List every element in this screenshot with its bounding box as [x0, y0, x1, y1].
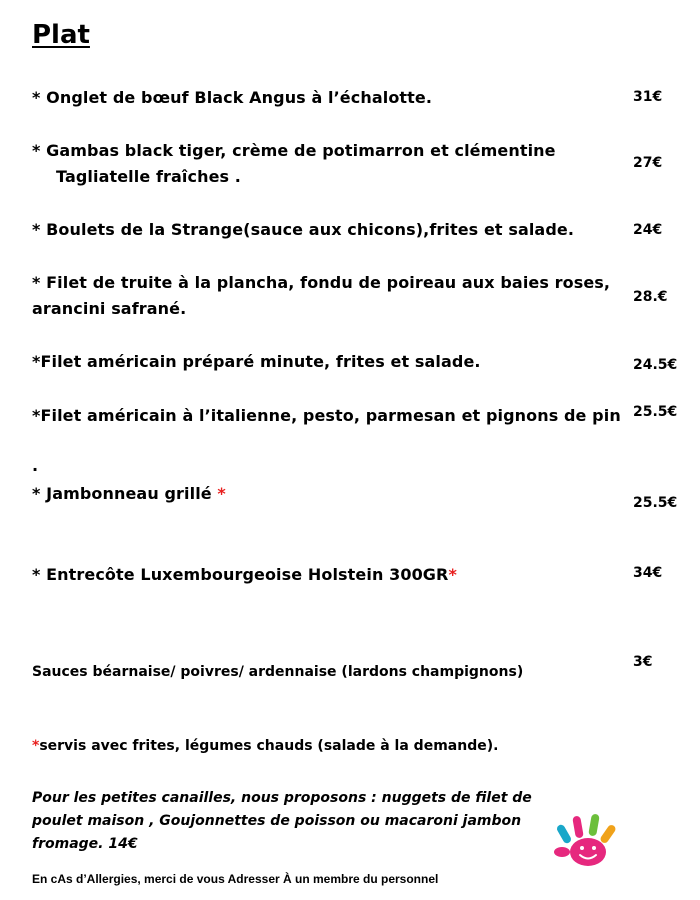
sauces-line: Sauces béarnaise/ poivres/ ardennaise (lardons champignons): [32, 664, 524, 680]
price-filet-italienne: 25.5€: [633, 404, 678, 420]
price-truite: 28.€: [633, 289, 668, 305]
menu-item-gambas-line2: Tagliatelle fraîches .: [56, 167, 241, 186]
price-filet-minute: 24.5€: [633, 357, 678, 373]
menu-item-truite-line2: arancini safrané.: [32, 299, 187, 318]
menu-item-entrecote: [32, 565, 457, 584]
price-onglet: 31€: [633, 89, 663, 105]
menu-item-gambas: * Gambas black tiger, crème de potimarron et clémentine: [32, 141, 556, 160]
price-jambonneau: 25.5€: [633, 495, 678, 511]
menu-item-onglet: * Onglet de bœuf Black Angus à l’échalotte.: [32, 88, 433, 107]
menu-item-boulets: * Boulets de la Strange(sauce aux chicons),frites et salade.: [32, 220, 575, 239]
entrecote-label: * Entrecôte Luxembourgeoise Holstein 300GR: [32, 565, 449, 584]
jambonneau-label: * Jambonneau grillé: [32, 484, 212, 503]
page-title: Plat: [32, 20, 90, 50]
menu-item-filet-italienne-dot: .: [32, 456, 39, 475]
served-note: [32, 738, 498, 754]
price-gambas: 27€: [633, 155, 663, 171]
allergy-note: En cAs d’Allergies, merci de vous Adresser À un membre du personnel: [32, 872, 439, 886]
menu-item-filet-minute: *Filet américain préparé minute, frites et salade.: [32, 352, 481, 371]
menu-item-truite: * Filet de truite à la plancha, fondu de poireau aux baies roses,: [32, 273, 611, 292]
price-sauces: 3€: [633, 654, 653, 670]
jambonneau-red-star: *: [217, 484, 226, 503]
price-boulets: 24€: [633, 222, 663, 238]
entrecote-red-star: *: [448, 565, 457, 584]
menu-item-filet-italienne: *Filet américain à l’italienne, pesto, parmesan et pignons de pin: [32, 406, 621, 425]
served-note-text: servis avec frites, légumes chauds (salade à la demande).: [39, 738, 499, 754]
price-entrecote: 34€: [633, 565, 663, 581]
served-note-red-star: *: [32, 738, 40, 754]
menu-item-jambonneau: [32, 484, 226, 503]
kids-menu-text: Pour les petites canailles, nous proposons : nuggets de filet de poulet maison , Goujonnettes de poisson ou macaroni jambon fromage. 14€: [32, 790, 532, 852]
colorful-hand-icon: [552, 812, 632, 874]
